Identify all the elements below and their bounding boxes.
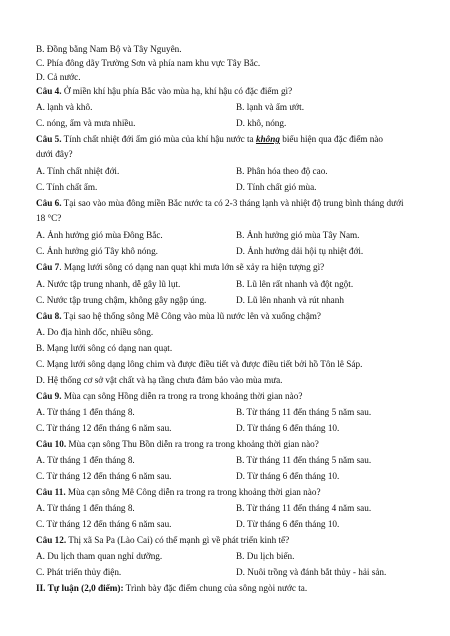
options-row bbox=[36, 503, 416, 514]
option-b: B. Lũ lên rất nhanh và đột ngột. bbox=[236, 279, 354, 289]
options-row bbox=[36, 455, 416, 466]
option-b: B. Từ tháng 11 đến tháng 5 năm sau. bbox=[236, 407, 372, 417]
option-c: C. Nước tập trung chậm, không gây ngập úng. bbox=[36, 295, 207, 305]
option-d: D. Ảnh hưởng dải hội tụ nhiệt đới. bbox=[236, 246, 364, 256]
option-b: B. lạnh và ẩm ướt. bbox=[236, 102, 305, 112]
options-row bbox=[36, 423, 416, 434]
option-c: C. Tính chất ẩm. bbox=[36, 182, 98, 192]
question-label: Câu 4. bbox=[36, 86, 62, 96]
options-row bbox=[36, 295, 416, 306]
question-text: Ở miền khí hậu phía Bắc vào mùa hạ, khí hậu có đặc điểm gì? bbox=[61, 86, 293, 96]
question-text-line2: 18 °C? bbox=[36, 213, 62, 223]
question-10 bbox=[36, 439, 416, 450]
options-row bbox=[36, 471, 416, 482]
options-row bbox=[36, 246, 416, 257]
option-d: D. Từ tháng 6 đến tháng 10. bbox=[236, 471, 340, 481]
option-c: C. Phát triển thủy điện. bbox=[36, 567, 122, 577]
option-d: D. Cả nước. bbox=[36, 72, 81, 82]
option-a: A. Ảnh hưởng gió mùa Đông Bắc. bbox=[36, 230, 163, 240]
question-label: Câu 12. bbox=[36, 535, 67, 545]
question-text-line2: dưới đây? bbox=[36, 149, 73, 159]
question-label: Câu 6. bbox=[36, 198, 62, 208]
option-a: A. Từ tháng 1 đến tháng 8. bbox=[36, 455, 135, 465]
option-b: B. Ảnh hưởng gió mùa Tây Nam. bbox=[236, 230, 360, 240]
question-7 bbox=[36, 262, 416, 273]
options-row bbox=[36, 166, 416, 177]
question-label: Câu 8. bbox=[36, 311, 62, 321]
question-9 bbox=[36, 391, 416, 402]
question-12 bbox=[36, 535, 416, 546]
options-row bbox=[36, 519, 416, 530]
question-text: Mùa cạn sông Mê Công diễn ra trong ra trong khoảng thời gian nào? bbox=[65, 487, 321, 497]
option-c: C. Phía đông dãy Trường Sơn và phía nam khu vực Tây Bắc. bbox=[36, 58, 261, 68]
option-a: A. Tính chất nhiệt đới. bbox=[36, 166, 120, 176]
essay-label: II. Tự luận (2,0 điểm): bbox=[36, 583, 124, 593]
options-row bbox=[36, 551, 416, 562]
option-a: A. Du lịch tham quan nghỉ dưỡng. bbox=[36, 551, 163, 561]
question-6 bbox=[36, 198, 416, 209]
question-5 bbox=[36, 134, 416, 145]
option-c: C. Ảnh hưởng gió Tây khô nóng. bbox=[36, 246, 158, 256]
option-d: D. Từ tháng 6 đến tháng 10. bbox=[236, 423, 340, 433]
options-row bbox=[36, 407, 416, 418]
option-d: D. Hệ thống cơ sở vật chất và hạ tầng chưa đảm bảo vào mùa mưa. bbox=[36, 375, 283, 385]
option-b: B. Du lịch biển. bbox=[236, 551, 295, 561]
question-text: Mùa cạn sông Thu Bồn diễn ra trong ra trong khoảng thời gian nào? bbox=[66, 439, 319, 449]
question-label: Câu 11. bbox=[36, 487, 66, 497]
options-row bbox=[36, 182, 416, 193]
option-c: C. Mạng lưới sông dạng lông chim và được điều tiết và được điều tiết bởi hồ Tôn lê Sáp. bbox=[36, 359, 363, 369]
option-b: B. Mạng lưới sông có dạng nan quạt. bbox=[36, 343, 173, 353]
options-row bbox=[36, 567, 416, 578]
question-label: Câu 9. bbox=[36, 391, 62, 401]
question-text: Thị xã Sa Pa (Lào Cai) có thế mạnh gì về phát triển kinh tế? bbox=[66, 535, 290, 545]
question-4 bbox=[36, 86, 416, 97]
option-b: B. Từ tháng 11 đến tháng 5 năm sau. bbox=[236, 455, 372, 465]
option-d: D. Tính chất gió mùa. bbox=[236, 182, 317, 192]
emphasis-khong: không bbox=[255, 134, 280, 144]
question-text: Mùa cạn sông Hồng diễn ra trong ra trong khoảng thời gian nào? bbox=[61, 391, 303, 401]
option-b: B. Từ tháng 11 đến tháng 4 năm sau. bbox=[236, 503, 372, 513]
option-c: C. Từ tháng 12 đến tháng 6 năm sau. bbox=[36, 471, 172, 481]
option-c: C. Từ tháng 12 đến tháng 6 năm sau. bbox=[36, 519, 172, 529]
option-b: B. Đồng bằng Nam Bộ và Tây Nguyên. bbox=[36, 44, 182, 54]
options-row bbox=[36, 230, 416, 241]
question-label: Câu 7 bbox=[36, 262, 60, 272]
essay-section bbox=[36, 583, 416, 594]
option-d: D. Nuôi trồng và đánh bắt thủy - hải sản. bbox=[236, 567, 387, 577]
option-a: A. lạnh và khô. bbox=[36, 102, 93, 112]
question-11 bbox=[36, 487, 416, 498]
option-a: A. Từ tháng 1 đến tháng 8. bbox=[36, 407, 135, 417]
question-text: Tại sao hệ thống sông Mê Công vào mùa lũ nước lên và xuống chậm? bbox=[61, 311, 321, 321]
question-label: Câu 10. bbox=[36, 439, 67, 449]
options-row bbox=[36, 118, 416, 129]
options-row bbox=[36, 279, 416, 290]
option-d: D. Từ tháng 6 đến tháng 10. bbox=[236, 519, 340, 529]
option-d: D. Lũ lên nhanh và rút nhanh bbox=[236, 295, 344, 305]
option-c: C. nóng, ẩm và mưa nhiều. bbox=[36, 118, 136, 128]
question-text: Tính chất nhiệt đới ẩm gió mùa của khí hậu nước ta bbox=[61, 134, 256, 144]
option-a: A. Nước tập trung nhanh, dễ gây lũ lụt. bbox=[36, 279, 181, 289]
essay-text: Trình bày đặc điểm chung của sông ngòi nước ta. bbox=[123, 583, 308, 593]
option-c: C. Từ tháng 12 đến tháng 6 năm sau. bbox=[36, 423, 172, 433]
question-text-cont: biểu hiện qua đặc điểm nào bbox=[279, 134, 384, 144]
option-d: D. khô, nóng. bbox=[236, 118, 287, 128]
option-a: A. Từ tháng 1 đến tháng 8. bbox=[36, 503, 135, 513]
question-text: . Mạng lưới sông có dạng nan quạt khi mưa lớn sẽ xảy ra hiện tượng gì? bbox=[59, 262, 325, 272]
question-text: Tại sao vào mùa đông miền Bắc nước ta có 2-3 tháng lạnh và nhiệt độ trung bình tháng dưới bbox=[61, 198, 404, 208]
question-label: Câu 5. bbox=[36, 134, 62, 144]
options-row bbox=[36, 102, 416, 113]
option-a: A. Do địa hình dốc, nhiều sông. bbox=[36, 327, 154, 337]
question-8 bbox=[36, 311, 416, 322]
option-b: B. Phân hóa theo độ cao. bbox=[236, 166, 328, 176]
